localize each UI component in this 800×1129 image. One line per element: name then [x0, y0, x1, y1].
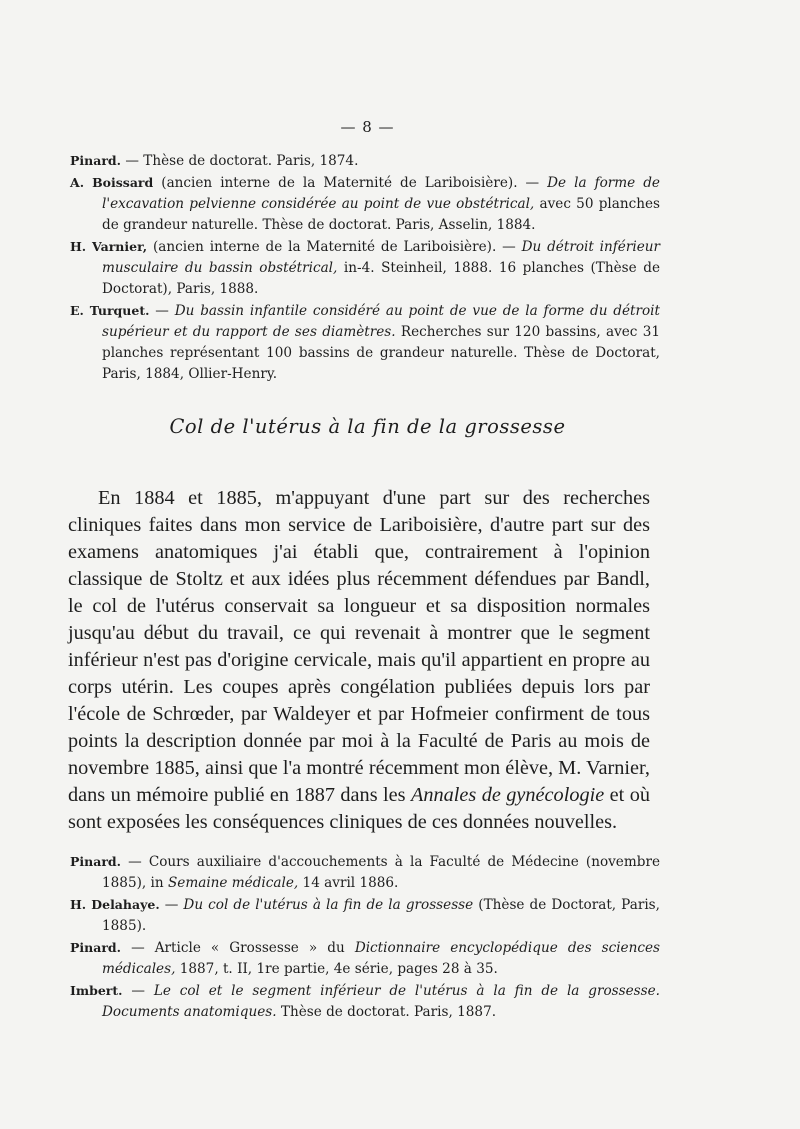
reference-item: H. Varnier, (ancien interne de la Maternité de Lariboisière). — Du détroit inférieur musculaire du bassin obstétrical, in-4. Steinheil, 1888. 16 planches (Thèse de Doctorat), Paris, 1888. [70, 239, 660, 297]
reference-item: A. Boissard (ancien interne de la Maternité de Lariboisière). — De la forme de l'excavation pelvienne considérée au point de vue obstétrical, avec 50 planches de grandeur naturelle. Thèse de doctorat. Paris, Asselin, 1884. [70, 175, 660, 233]
reference-item: H. Delahaye. — Du col de l'utérus à la fin de la grossesse (Thèse de Doctorat, Paris, 1885). [70, 897, 660, 934]
references-top [70, 150, 660, 385]
body-paragraph: En 1884 et 1885, m'appuyant d'une part sur des recherches cliniques faites dans mon service de Lariboisière, d'autre part sur des examens anatomiques j'ai établi que, contrairement à l'opinion classique de Stoltz et aux idées plus récemment défendues par Bandl, le col de l'utérus conservait sa longueur et sa disposition normales jusqu'au début du travail, ce qui revenait à montrer que le segment inférieur n'est pas d'origine cervicale, mais qu'il appartient en propre au corps utérin. Les coupes après congélation publiées depuis lors par l'école de Schrœder, par Waldeyer et par Hofmeier confirment de tous points la description donnée par moi à la Faculté de Paris au mois de novembre 1885, ainsi que l'a montré récemment mon élève, M. Varnier, dans un mémoire publié en 1887 dans les Annales de gynécologie et où sont exposées les conséquences cliniques de ces données nouvelles. [68, 487, 650, 834]
reference-author: Pinard. [70, 940, 122, 955]
reference-author: A. Boissard [70, 175, 154, 190]
reference-author: Pinard. [70, 153, 122, 168]
reference-author: H. Varnier, [70, 239, 148, 254]
reference-item: Pinard. — Thèse de doctorat. Paris, 1874. [70, 153, 359, 169]
reference-item: Imbert. — Le col et le segment inférieur de l'utérus à la fin de la grossesse. Documents anatomiques. Thèse de doctorat. Paris, 1887. [70, 983, 660, 1020]
reference-item: Pinard. — Cours auxiliaire d'accouchements à la Faculté de Médecine (novembre 1885), in Semaine médicale, 14 avril 1886. [70, 854, 660, 891]
page-number: — 8 — [340, 118, 395, 136]
reference-author: Imbert. [70, 983, 123, 998]
journal-title: Annales de gynécologie [410, 784, 605, 807]
reference-item: E. Turquet. — Du bassin infantile considéré au point de vue de la forme du détroit supérieur et du rapport de ses diamètres. Recherches sur 120 bassins, avec 31 planches représentant 100 bassins de grandeur naturelle. Thèse de Doctorat, Paris, 1884, Ollier-Henry. [70, 303, 660, 382]
reference-item: Pinard. — Article « Grossesse » du Dictionnaire encyclopédique des sciences médicales, 1887, t. II, 1re partie, 4e série, pages 28 à 35. [70, 940, 660, 977]
reference-author: Pinard. [70, 854, 122, 869]
references-bottom [70, 851, 660, 1023]
section-title: Col de l'utérus à la fin de la grossesse [169, 415, 566, 438]
reference-author: E. Turquet. [70, 303, 150, 318]
reference-author: H. Delahaye. [70, 897, 160, 912]
